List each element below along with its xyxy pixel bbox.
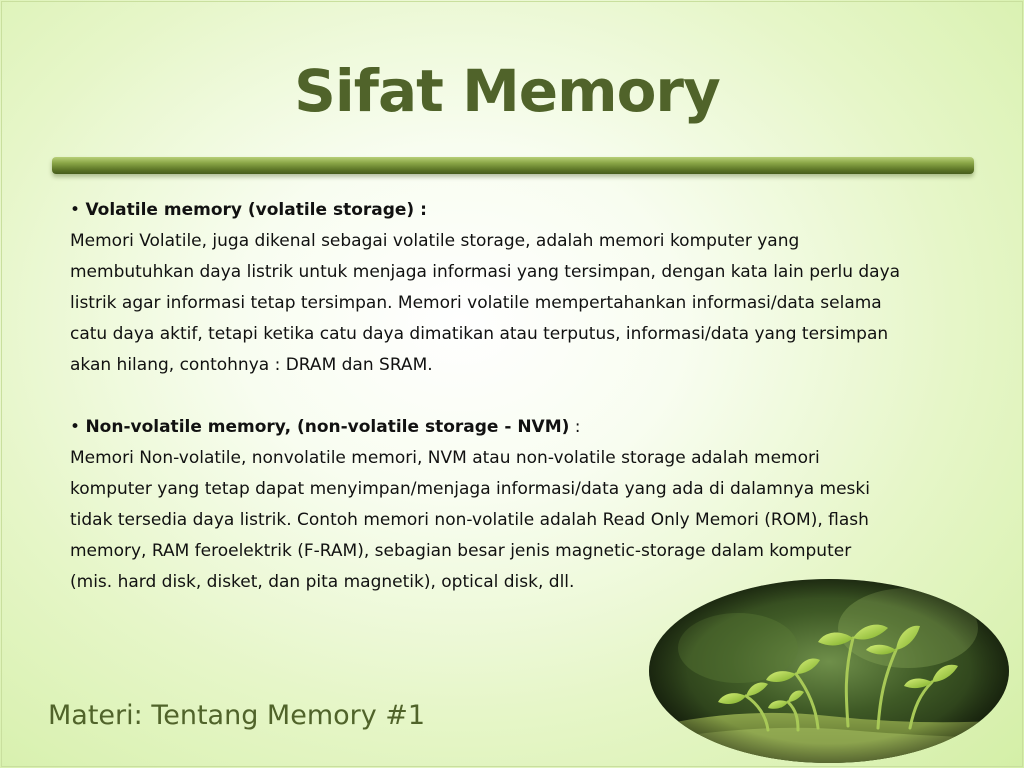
bullet-icon: •	[70, 200, 81, 220]
section-heading-suffix: :	[569, 417, 581, 437]
section-paragraph	[70, 443, 970, 598]
section-non-volatile	[70, 412, 970, 598]
paragraph-line: tidak tersedia daya listrik. Contoh memori non-volatile adalah Read Only Memori (ROM), flash	[70, 510, 869, 530]
slide-body	[70, 195, 970, 598]
paragraph-line: membutuhkan daya listrik untuk menjaga informasi yang tersimpan, dengan kata lain perlu daya	[70, 262, 901, 282]
slide-title: Sifat Memory	[294, 57, 720, 125]
paragraph-line: akan hilang, contohnya : DRAM dan SRAM.	[70, 355, 433, 375]
section-volatile	[70, 195, 970, 381]
slide-footer: Materi: Tentang Memory #1	[48, 700, 426, 731]
bullet-icon: •	[70, 417, 81, 437]
seedling-photo-image	[648, 578, 1010, 764]
title-divider-bar	[52, 157, 974, 174]
paragraph-line: listrik agar informasi tetap tersimpan. Memori volatile mempertahankan informasi/data selama	[70, 293, 882, 313]
section-heading	[70, 412, 970, 443]
paragraph-line: catu daya aktif, tetapi ketika catu daya dimatikan atau terputus, informasi/data yang tersimpan	[70, 324, 889, 344]
paragraph-line: komputer yang tetap dapat menyimpan/menjaga informasi/data yang ada di dalamnya meski	[70, 479, 870, 499]
section-heading-text: Non-volatile memory, (non-volatile storage - NVM)	[85, 417, 570, 437]
paragraph-line: (mis. hard disk, disket, dan pita magnetik), optical disk, dll.	[70, 572, 575, 592]
paragraph-line: memory, RAM feroelektrik (F-RAM), sebagian besar jenis magnetic-storage dalam komputer	[70, 541, 852, 561]
paragraph-line: Memori Non-volatile, nonvolatile memori, NVM atau non-volatile storage adalah memori	[70, 448, 820, 468]
paragraph-line: Memori Volatile, juga dikenal sebagai volatile storage, adalah memori komputer yang	[70, 231, 800, 251]
section-heading-text: Volatile memory (volatile storage) :	[85, 200, 427, 220]
section-heading	[70, 195, 970, 226]
section-paragraph	[70, 226, 970, 381]
